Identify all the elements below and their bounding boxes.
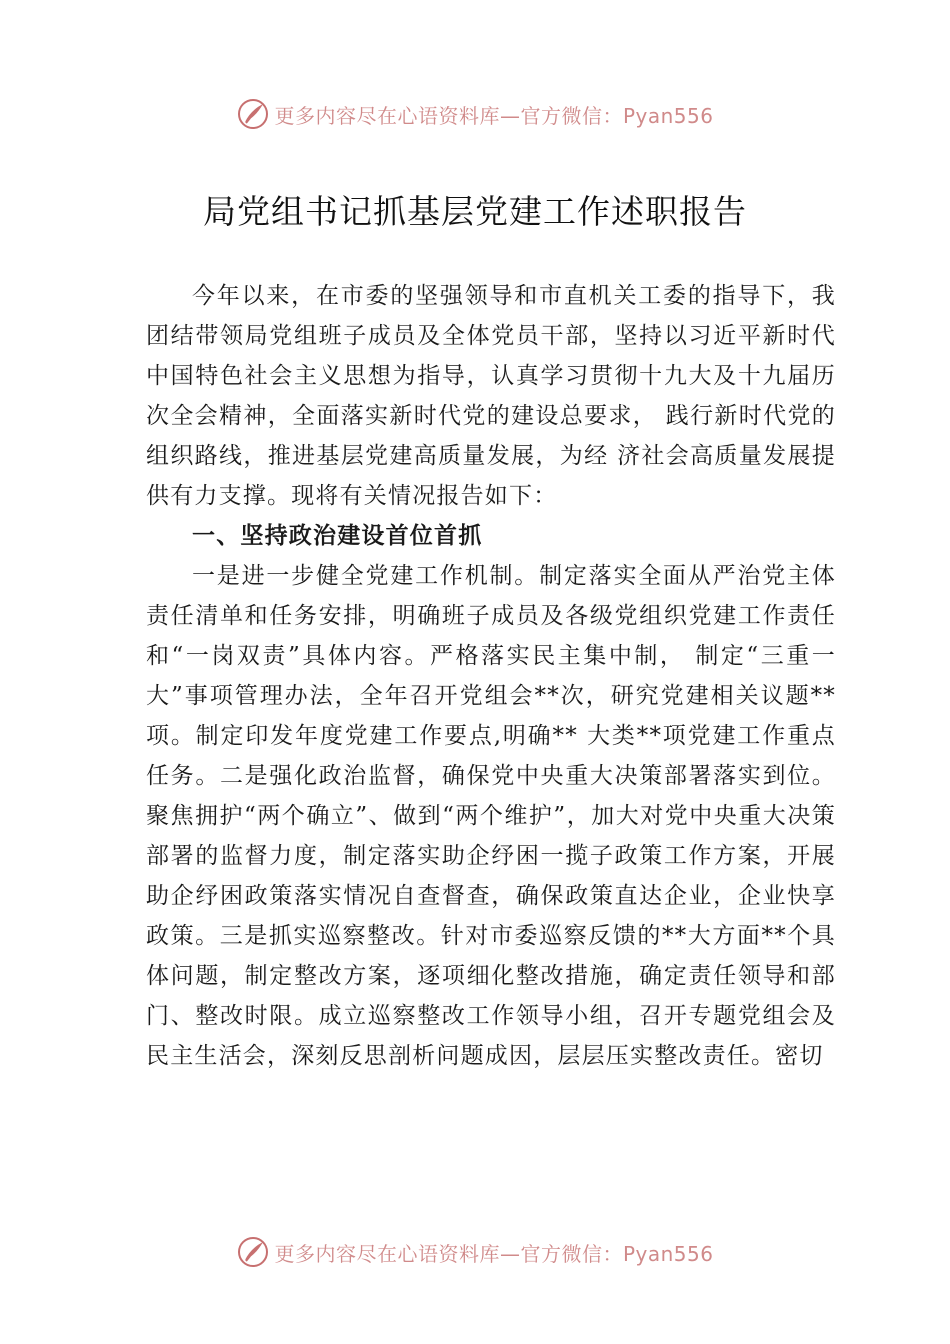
intro-paragraph: 今年以来，在市委的坚强领导和市直机关工委的指导下，我团结带领局党组班子成员及全体党员干部，坚持以习近平新时代中国特色社会主义思想为指导，认真学习贯彻十九大及十九届历次全会精神，全面落实新时代党的建设总要求， 践行新时代党的组织路线，推进基层党建高质量发展，为经 济社会高质量发展提供有力支撑。现将有关情况报告如下： [146,283,836,509]
quill-logo-icon [236,97,270,131]
banner-wechat-text: —官方微信：Pyan556 [499,1241,714,1266]
section-paragraph: 一是进一步健全党建工作机制。制定落实全面从严治党主体责任清单和任务安排，明确班子成员及各级党组织党建工作责任和“一岗双责”具体内容。严格落实民主集中制， 制定“三重一大”事项管理办法，全年召开党组会**次，研究党建相关议题**项。制定印发年度党建工作要点,明确** 大类**项党建工作重点任务。二是强化政治监督，确保党中央重大决策部署落实到位。聚焦拥护“两个确立”、做到“两个维护”，加大对党中央重大决策部署的监督力度，制定落实助企纾困一揽子政策工作方案，开展助企纾困政策落实情况自查督查，确保政策直达企业，企业快享政策。三是抓实巡察整改。针对市委巡察反馈的**大方面**个具体问题，制定整改方案，逐项细化整改措施，确定责任领导和部门、整改时限。成立巡察整改工作领导小组，召开专题党组会及民主生活会，深刻反思剖析问题成因，层层压实整改责任。密切 [146,563,836,1069]
footer-watermark-banner [0,1232,950,1272]
document-body [146,276,836,1076]
header-watermark-banner [0,94,950,134]
document-title: 局党组书记抓基层党建工作述职报告 [203,192,747,231]
banner-wechat-text: —官方微信：Pyan556 [499,103,714,128]
banner-brand-text: 更多内容尽在心语资料库 [274,103,500,128]
quill-logo-icon [236,1235,270,1269]
section-heading: 一、坚持政治建设首位首抓 [192,523,483,549]
banner-brand-text: 更多内容尽在心语资料库 [274,1241,500,1266]
